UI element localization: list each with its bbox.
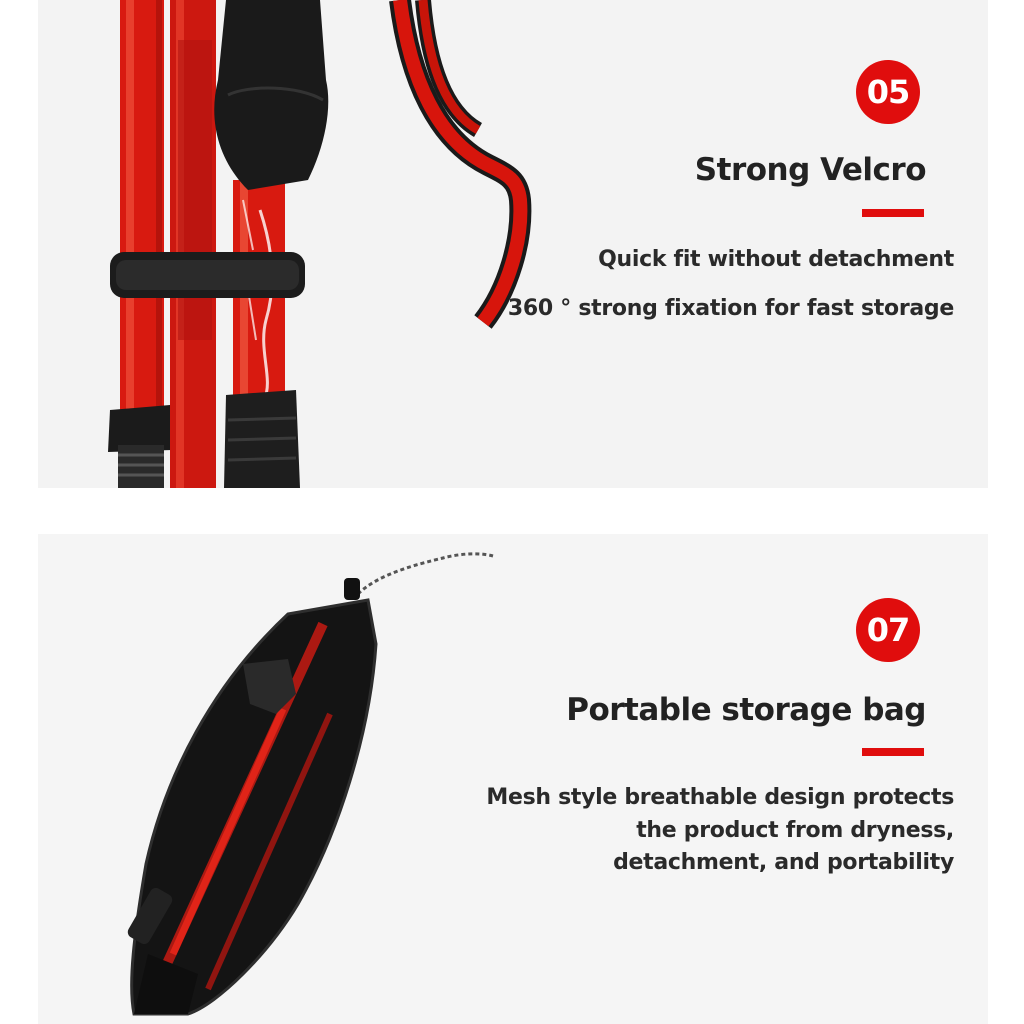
storage-bag-feature-panel [38,534,988,1024]
feature-description-line: Quick fit without detachment [598,247,954,272]
title-underline [862,209,924,217]
trekking-poles-velcro-photo [38,0,988,488]
velcro-feature-panel [38,0,988,488]
feature-description-line: Mesh style breathable design protects [486,785,954,810]
feature-title: Portable storage bag [566,692,926,728]
step-number-badge: 05 [856,60,920,124]
feature-description-line: 360 ° strong fixation for fast storage [507,296,954,321]
feature-description-line: detachment, and portability [613,850,954,875]
feature-title: Strong Velcro [694,152,926,188]
feature-description-line: the product from dryness, [636,818,954,843]
step-number-badge: 07 [856,598,920,662]
title-underline [862,748,924,756]
mesh-storage-bag-photo [38,534,988,1024]
